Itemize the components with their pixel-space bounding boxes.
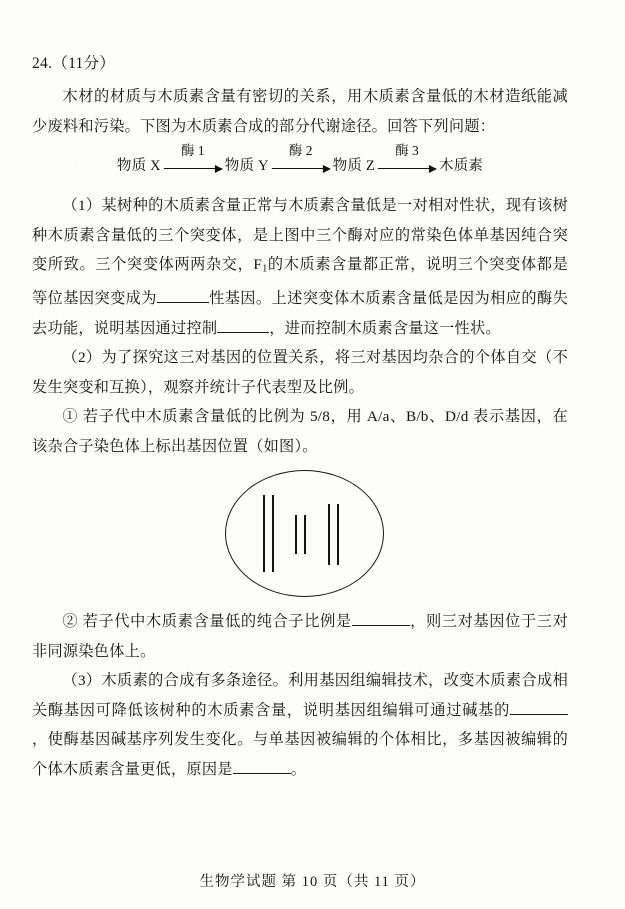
chromosome-pair1-right bbox=[272, 495, 274, 572]
intro-paragraph: 木材的材质与木质素含量有密切的关系，用木质素含量低的木材造纸能减少废料和污染。下图为木质素合成的部分代谢途径。回答下列问题： bbox=[32, 88, 568, 135]
answer-blank-5[interactable] bbox=[233, 773, 291, 774]
part-1-text-d: ，进而控制木质素含量这一性状。 bbox=[269, 319, 501, 337]
answer-blank-1[interactable] bbox=[157, 302, 209, 303]
pathway-step-2 bbox=[270, 145, 332, 175]
metabolic-pathway-diagram bbox=[32, 145, 568, 189]
page-content bbox=[32, 52, 568, 784]
part-2-item-1: ① 若子代中木质素含量低的比例为 5/8，用 A/a、B/b、D/d 表示基因，在该杂合子染色体上标出基因位置（如图）。 bbox=[32, 408, 568, 455]
arrow-right-icon bbox=[272, 168, 330, 169]
pathway-node-lignin: 木质素 bbox=[439, 157, 484, 174]
part-3-text-c: 。 bbox=[290, 760, 307, 778]
page-footer: 生物学试题 第 10 页（共 11 页） bbox=[199, 874, 426, 890]
chromosome-pair2-right bbox=[304, 515, 306, 554]
arrow-right-icon bbox=[164, 168, 222, 169]
part-2-item-2-text-b: ，则三对基因位于三对非同源染色体上。 bbox=[32, 613, 569, 660]
answer-blank-2[interactable] bbox=[217, 332, 269, 333]
answer-blank-3[interactable] bbox=[352, 625, 410, 626]
chromosome-figure bbox=[32, 467, 568, 605]
chromosome-pair3-right bbox=[337, 504, 339, 565]
part-2-item-2-text-a: ② 若子代中木质素含量低的纯合子比例是 bbox=[62, 613, 352, 631]
pathway-node-substance-x: 物质 X bbox=[116, 157, 161, 174]
chromosome-pair1-left bbox=[263, 495, 265, 572]
part-2-item-2 bbox=[32, 607, 568, 666]
part-1-text-a: （1）某树种的木质素含量正常与木质素含量低是一对相对性状，现有该树种木质素含量低的三个突变体，是上图中三个酶对应的常染色体单基因纯合突变所致。三个突变体两两杂交，F bbox=[32, 197, 568, 274]
arrow-right-icon bbox=[378, 168, 436, 169]
part-3-text-a: （3）木质素的合成有多条途径。利用基因组编辑技术，改变木质素合成相关酶基因可降低该树种的木质素含量，说明基因组编辑可通过碱基的 bbox=[32, 672, 568, 719]
part-3-text-b: ，使酶基因碱基序列发生变化。与单基因被编辑的个体相比，多基因被编辑的个体木质素含量更低，原因是 bbox=[32, 731, 568, 778]
f1-subscript: 1 bbox=[262, 263, 268, 275]
pathway-row bbox=[117, 145, 483, 175]
pathway-enzyme-1-label: 酶 1 bbox=[180, 143, 205, 159]
pathway-step-1 bbox=[162, 145, 224, 175]
part-1-text-b: 的木质素含量都正常，说明三个突变体都是等位基因突变成为 bbox=[32, 256, 569, 308]
pathway-enzyme-2-label: 酶 2 bbox=[288, 143, 313, 159]
pathway-enzyme-3-label: 酶 3 bbox=[395, 143, 419, 159]
part-1-paragraph bbox=[32, 191, 568, 343]
pathway-node-substance-z: 物质 Z bbox=[332, 157, 375, 174]
chromosome-pair2-left bbox=[295, 515, 297, 554]
pathway-step-3 bbox=[376, 145, 438, 175]
answer-blank-4[interactable] bbox=[510, 714, 568, 715]
part-3-paragraph bbox=[32, 666, 568, 784]
part-1-text-c: 性基因。上述突变体木质素含量低是因为相应的酶失去功能，说明基因通过控制 bbox=[32, 290, 569, 337]
chromosome-pair3-left bbox=[328, 504, 330, 565]
pathway-node-substance-y: 物质 Y bbox=[224, 157, 269, 174]
question-number: 24.（11分） bbox=[32, 55, 116, 72]
part-2-paragraph: （2）为了探究这三对基因的位置关系，将三对基因均杂合的个体自交（不发生突变和互换），观察并统计子代表型及比例。 bbox=[32, 349, 568, 396]
